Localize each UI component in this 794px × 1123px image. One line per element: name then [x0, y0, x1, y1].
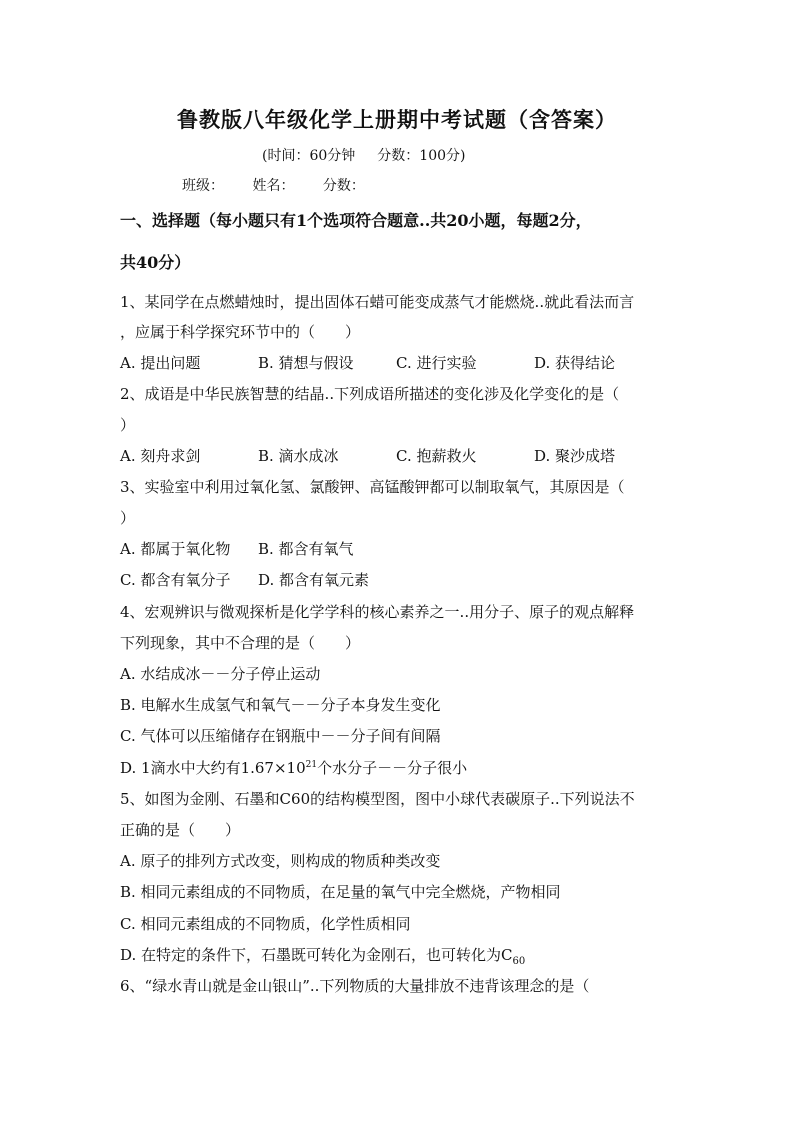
student-info-line	[182, 175, 389, 195]
question-3-option-b: B. 都含有氧气	[258, 540, 354, 558]
question-5-text-cont: 正确的是（ ）	[120, 821, 241, 839]
question-4-option-d-exponent: 21	[305, 760, 318, 770]
question-2-options	[120, 445, 615, 466]
question-3-option-d: D. 都含有氧元素	[258, 571, 370, 589]
exam-score: 分数：100分)	[377, 148, 466, 164]
question-2-option-d: D. 聚沙成塔	[534, 447, 616, 465]
question-5-option-d-subscript: 60	[512, 956, 526, 967]
question-3-option-c: C. 都含有氧分子	[120, 571, 231, 589]
question-1-option-c: C. 进行实验	[396, 354, 477, 372]
question-5-text: 5、如图为金刚、石墨和C60的结构模型图，图中小球代表碳原子..下列说法不	[120, 790, 635, 808]
question-1-text: 1、某同学在点燃蜡烛时，提出固体石蜡可能变成蒸气才能燃烧..就此看法而言	[120, 293, 635, 311]
question-2-text: 2、成语是中华民族智慧的结晶..下列成语所描述的变化涉及化学变化的是（	[120, 385, 620, 403]
question-3-options-cd	[120, 569, 369, 590]
question-5-option-d	[120, 944, 525, 965]
name-label: 姓名：	[252, 178, 295, 194]
question-4-option-c: C. 气体可以压缩储存在钢瓶中－－分子间有间隔	[120, 727, 441, 745]
question-6-text: 6、“绿水青山就是金山银山”..下列物质的大量排放不违背该理念的是（	[120, 977, 590, 995]
question-5-option-d-pre: D. 在特定的条件下，石墨既可转化为金刚石，也可转化为C	[120, 946, 513, 964]
question-4-option-d-pre: D. 1滴水中大约有1.67×10	[120, 759, 306, 777]
question-1-option-d: D. 获得结论	[534, 354, 616, 372]
question-3-options-ab	[120, 538, 354, 559]
question-2-option-c: C. 抱薪救火	[396, 447, 477, 465]
question-3-text: 3、实验室中利用过氧化氢、氯酸钾、高锰酸钾都可以制取氧气，其原因是（	[120, 478, 625, 496]
page-title: 鲁教版八年级化学上册期中考试题（含答案）	[177, 107, 617, 132]
question-2-option-b: B. 滴水成冰	[258, 447, 339, 465]
question-1-text-cont: ，应属于科学探究环节中的（ ）	[120, 323, 361, 341]
section-heading-line1: 一、选择题（每小题只有1个选项符合题意..共20小题，每题2分，	[120, 211, 592, 230]
question-5-option-b: B. 相同元素组成的不同物质，在足量的氧气中完全燃烧，产物相同	[120, 883, 561, 901]
section-heading	[120, 200, 680, 284]
question-4-text-cont: 下列现象，其中不合理的是（ ）	[120, 634, 361, 652]
question-2-text-cont: ）	[120, 416, 136, 434]
question-5-option-c: C. 相同元素组成的不同物质，化学性质相同	[120, 915, 411, 933]
question-1-options	[120, 352, 615, 373]
question-4-option-b: B. 电解水生成氢气和氧气－－分子本身发生变化	[120, 696, 441, 714]
exam-time: (时间：60分钟	[262, 148, 356, 164]
question-4-option-a: A. 水结成冰－－分子停止运动	[120, 665, 321, 683]
question-3-option-a: A. 都属于氧化物	[120, 540, 231, 558]
question-4-option-d	[120, 757, 467, 778]
section-heading-line2: 共40分）	[120, 253, 191, 272]
question-4-option-d-post: 个水分子－－分子很小	[317, 759, 468, 777]
question-4-text: 4、宏观辨识与微观探析是化学学科的核心素养之一..用分子、原子的观点解释	[120, 603, 635, 621]
question-3-text-cont: ）	[120, 509, 136, 527]
score-label: 分数：	[322, 178, 365, 194]
question-1-option-b: B. 猜想与假设	[258, 354, 354, 372]
question-2-option-a: A. 刻舟求剑	[120, 447, 201, 465]
exam-info	[262, 145, 487, 165]
question-5-option-a: A. 原子的排列方式改变，则构成的物质种类改变	[120, 852, 441, 870]
class-label: 班级：	[182, 178, 224, 194]
question-1-option-a: A. 提出问题	[120, 354, 201, 372]
